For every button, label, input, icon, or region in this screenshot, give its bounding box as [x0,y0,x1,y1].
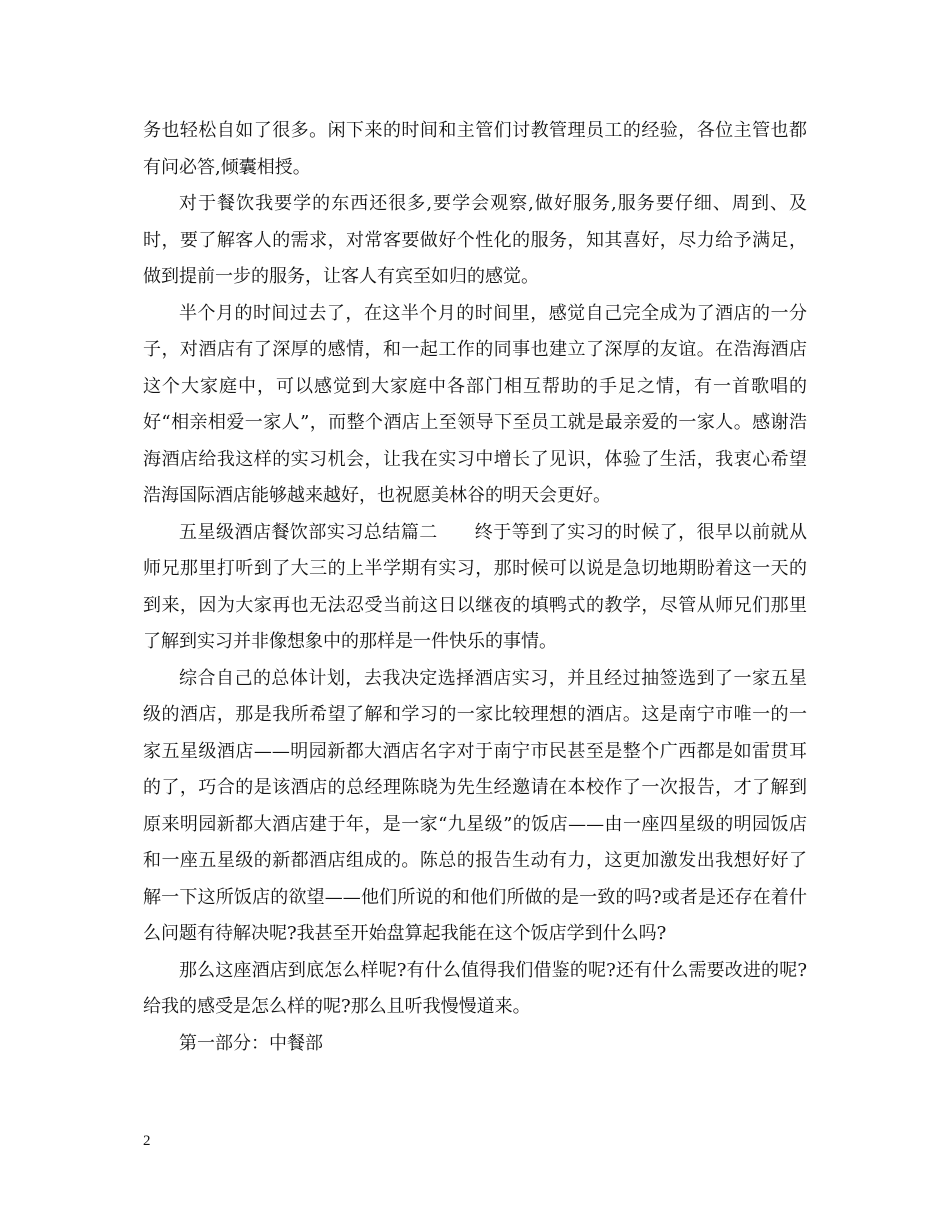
paragraph: 半个月的时间过去了，在这半个月的时间里，感觉自己完全成为了酒店的一分子，对酒店有了深厚的感情，和一起工作的同事也建立了深厚的友谊。在浩海酒店这个大家庭中，可以感觉到大家庭中各部门相互帮助的手足之情，有一首歌唱的好“相亲相爱一家人”，而整个酒店上至领导下至员工就是最亲爱的一家人。感谢浩海酒店给我这样的实习机会，让我在实习中增长了见识，体验了生活，我衷心希望浩海国际酒店能够越来越好，也祝愿美林谷的明天会更好。 [143,302,807,506]
paragraph: 那么这座酒店到底怎么样呢?有什么值得我们借鉴的呢?还有什么需要改进的呢?给我的感受是怎么样的呢?那么且听我慢慢道来。 [143,959,807,1017]
paragraph-continued: 务也轻松自如了很多。闲下来的时间和主管们讨教管理员工的经验，各位主管也都有问必答,倾囊相授。 [143,120,807,178]
section-heading: 第一部分：中餐部 [179,1032,323,1054]
page-number: 2 [143,1133,151,1149]
paragraph: 五星级酒店餐饮部实习总结篇二 终于等到了实习的时候了，很早以前就从师兄那里打听到了大三的上半学期有实习，那时候可以说是急切地期盼着这一天的到来，因为大家再也无法忍受当前这日以继夜的填鸭式的教学，尽管从师兄们那里了解到实习并非像想象中的那样是一件快乐的事情。 [143,521,807,652]
paragraph: 对于餐饮我要学的东西还很多,要学会观察,做好服务,服务要仔细、周到、及时，要了解客人的需求，对常客要做好个性化的服务，知其喜好，尽力给予满足，做到提前一步的服务，让客人有宾至如归的感觉。 [143,193,807,287]
paragraph: 综合自己的总体计划，去我决定选择酒店实习，并且经过抽签选到了一家五星级的酒店，那是我所希望了解和学习的一家比较理想的酒店。这是南宁市唯一的一家五星级酒店——明园新都大酒店名字对于南宁市民甚至是整个广西都是如雷贯耳的了，巧合的是该酒店的总经理陈晓为先生经邀请在本校作了一次报告，才了解到原来明园新都大酒店建于年，是一家“九星级”的饭店——由一座四星级的明园饭店和一座五星级的新都酒店组成的。陈总的报告生动有力，这更加激发出我想好好了解一下这所饭店的欲望——他们所说的和他们所做的是一致的吗?或者是还存在着什么问题有待解决呢?我甚至开始盘算起我能在这个饭店学到什么吗? [143,667,807,944]
body-text [143,113,807,1062]
